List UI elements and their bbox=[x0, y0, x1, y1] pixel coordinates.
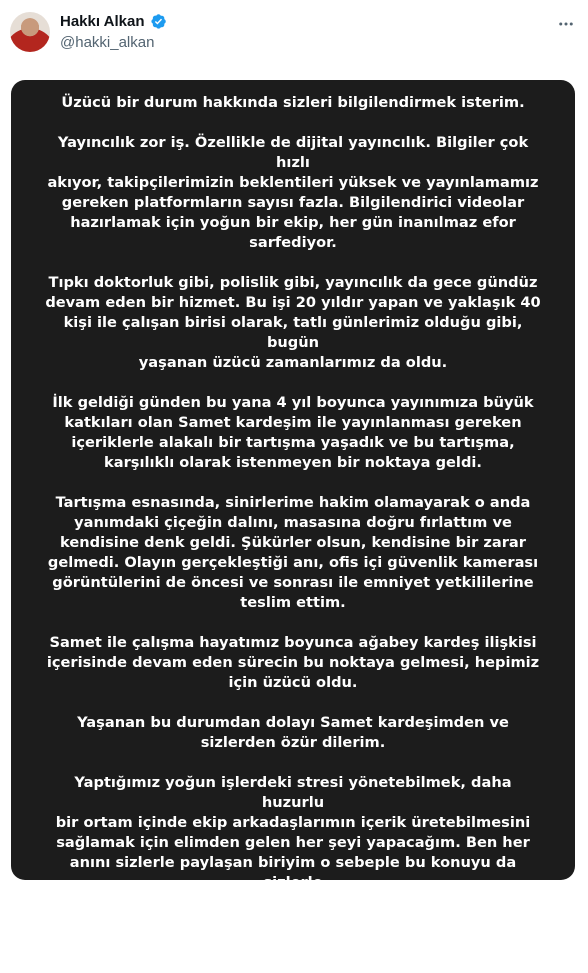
statement-paragraph: Samet ile çalışma hayatımız boyunca ağabey kardeş ilişkisi içerisinde devam eden sürecin bu noktaya gelmesi, hepimiz için üzücü oldu. bbox=[46, 634, 540, 691]
statement-paragraph: Üzücü bir durum hakkında sizleri bilgilendirmek isterim. bbox=[61, 94, 525, 111]
author-handle[interactable]: @hakki_alkan bbox=[60, 34, 155, 51]
statement-paragraph: Tıpkı doktorluk gibi, polislik gibi, yayıncılık da gece gündüz devam eden bir hizmet. Bu işi 20 yıldır yapan ve yaklaşık 40 kişi ile çalışan birisi olarak, tatlı günlerimiz olduğu gibi, bugün yaşanan üzücü zamanlarımız da oldu. bbox=[45, 274, 541, 371]
tweet-header bbox=[0, 0, 588, 70]
statement-text bbox=[11, 93, 575, 973]
statement-paragraph: Tartışma esnasında, sinirlerime hakim olamayarak o anda yanımdaki çiçeğin dalını, masasına doğru fırlattım ve kendisine denk geldi. Şükürler olsun, kendisine bir zarar gelmedi. Olayın gerçekleştiği anı, ofis içi güvenlik kamerası görüntülerini de öncesi ve sonrası ile emniyet yetkililerine teslim ettim. bbox=[47, 494, 539, 611]
author-name-row bbox=[60, 13, 167, 30]
statement-paragraph: Yaşanan bu durumdan dolayı Samet kardeşimden ve sizlerden özür dilerim. bbox=[77, 714, 509, 751]
statement-paragraph: Yaptığımız yoğun işlerdeki stresi yönetebilmek, daha huzurlu bir ortam içinde ekip arkadaşlarımın içerik üretebilmesini sağlamak için elimden gelen her şeyi yapacağım. Ben her anını sizlerle paylaşan biriyim o sebeple bu konuyu da sizlerle paylaşmak istedim. bbox=[55, 774, 531, 911]
statement-closing: Saygılarımla. bbox=[239, 934, 347, 951]
verified-badge-icon bbox=[150, 13, 167, 30]
statement-paragraph: Yayıncılık zor iş. Özellikle de dijital yayıncılık. Bilgiler çok hızlı akıyor, takipçilerimizin beklentileri yüksek ve yayınlamamız gereken platformların sayısı fazla. Bilgilendirici videolar hazırlamak için yoğun bir ekip, her gün inanılmaz efor sarfediyor. bbox=[47, 134, 539, 251]
author-avatar[interactable] bbox=[10, 12, 50, 52]
author-display-name[interactable]: Hakkı Alkan bbox=[60, 13, 145, 30]
statement-paragraph: İlk geldiği günden bu yana 4 yıl boyunca yayınımıza büyük katkıları olan Samet kardeşim ile yayınlanması gereken içeriklerle alakalı bir tartışma yaşadık ve bu tartışma, karşılıklı olarak istenmeyen bir noktaya geldi. bbox=[52, 394, 534, 471]
more-options-icon[interactable] bbox=[556, 14, 576, 34]
